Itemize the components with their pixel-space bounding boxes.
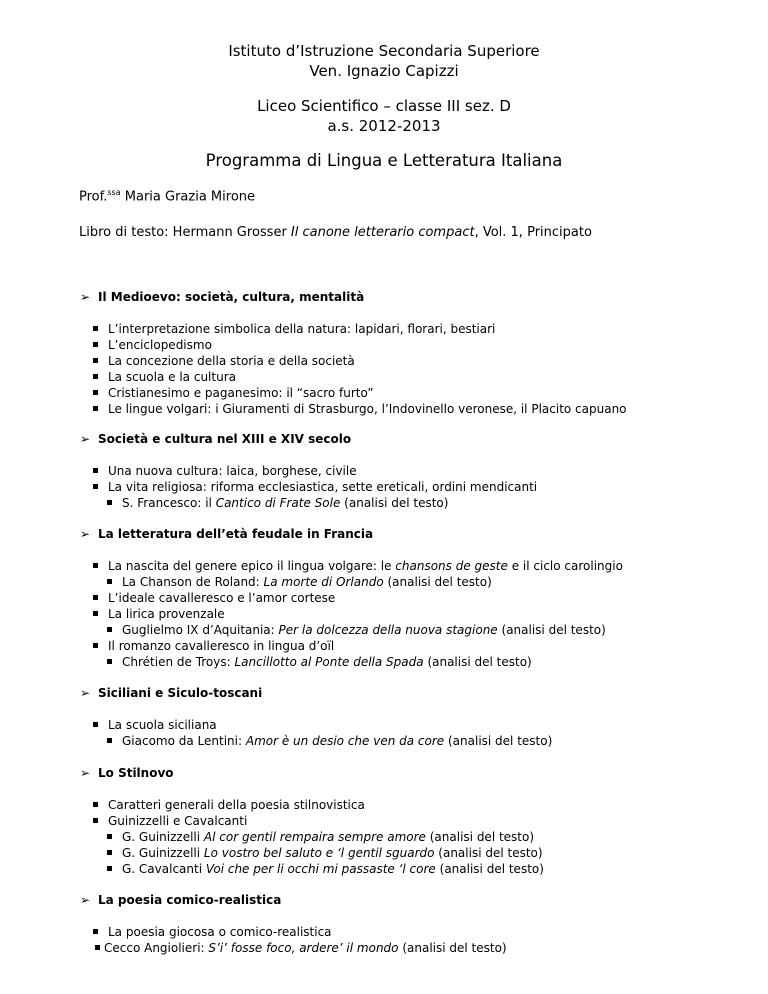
square-bullet-icon (93, 358, 98, 363)
square-bullet-icon (93, 406, 98, 411)
sub-list-item: G. Cavalcanti Voi che per li occhi mi passaste ‘l core (analisi del testo) (107, 862, 544, 876)
school-name: Istituto d’Istruzione Secondaria Superiore (228, 42, 540, 60)
sub-list-item: Giacomo da Lentini: Amor è un desio che ven da core (analisi del testo) (107, 734, 552, 748)
square-bullet-icon (107, 579, 112, 584)
sub-list-item: Cecco Angiolieri: S’i’ fosse foco, ardere’ il mondo (analisi del testo) (95, 941, 507, 955)
list-item: Guinizzelli e Cavalcanti (93, 814, 247, 828)
square-bullet-icon (93, 722, 98, 727)
square-bullet-icon (93, 929, 98, 934)
sub-list-item: Chrétien de Troys: Lancillotto al Ponte della Spada (analisi del testo) (107, 655, 532, 669)
square-bullet-icon (93, 326, 98, 331)
list-item: Caratteri generali della poesia stilnovistica (93, 798, 365, 812)
list-item: La nascita del genere epico il lingua volgare: le chansons de geste e il ciclo carolingio (93, 559, 623, 573)
square-bullet-icon (95, 945, 100, 950)
sub-list-item: S. Francesco: il Cantico di Frate Sole (analisi del testo) (107, 496, 448, 510)
square-bullet-icon (93, 468, 98, 473)
square-bullet-icon (93, 342, 98, 347)
arrow-bullet-icon: ➢ (80, 432, 91, 446)
square-bullet-icon (107, 659, 112, 664)
list-item: Una nuova cultura: laica, borghese, civile (93, 464, 357, 478)
square-bullet-icon (93, 374, 98, 379)
sub-list-item: G. Guinizzelli Al cor gentil rempaira sempre amore (analisi del testo) (107, 830, 534, 844)
square-bullet-icon (107, 866, 112, 871)
list-item: La concezione della storia e della società (93, 354, 355, 368)
section-heading: ➢ Siciliani e Siculo-toscani (80, 686, 263, 700)
square-bullet-icon (93, 802, 98, 807)
square-bullet-icon (107, 738, 112, 743)
teacher-line: Prof.$^{ssa}$ Maria Grazia Mirone (79, 188, 256, 205)
sub-list-item: La Chanson de Roland: La morte di Orlando (analisi del testo) (107, 575, 492, 589)
square-bullet-icon (93, 484, 98, 489)
square-bullet-icon (93, 611, 98, 616)
square-bullet-icon (93, 818, 98, 823)
list-item: La scuola e la cultura (93, 370, 236, 384)
square-bullet-icon (93, 643, 98, 648)
list-item: L’interpretazione simbolica della natura: lapidari, florari, bestiari (93, 322, 495, 336)
list-item: La poesia giocosa o comico-realistica (93, 925, 332, 939)
square-bullet-icon (93, 563, 98, 568)
class-info: Liceo Scientifico – classe III sez. D (257, 97, 511, 115)
arrow-bullet-icon: ➢ (80, 290, 91, 304)
section-heading: ➢ La letteratura dell’età feudale in Francia (80, 527, 374, 541)
square-bullet-icon (93, 595, 98, 600)
list-item: Le lingue volgari: i Giuramenti di Strasburgo, l’Indovinello veronese, il Placito capuano (93, 402, 627, 416)
textbook-line: Libro di testo: Hermann Grosser Il canone letterario compact, Vol. 1, Principato (79, 225, 592, 240)
section-heading: ➢ La poesia comico-realistica (80, 893, 282, 907)
square-bullet-icon (107, 850, 112, 855)
arrow-bullet-icon: ➢ (80, 893, 91, 907)
list-item: L’ideale cavalleresco e l’amor cortese (93, 591, 335, 605)
section-heading: ➢ Lo Stilnovo (80, 766, 174, 780)
list-item: L’enciclopedismo (93, 338, 212, 352)
sub-list-item: G. Guinizzelli Lo vostro bel saluto e ‘l gentil sguardo (analisi del testo) (107, 846, 543, 860)
school-patron: Ven. Ignazio Capizzi (309, 62, 459, 80)
arrow-bullet-icon: ➢ (80, 527, 91, 541)
list-item: Cristianesimo e paganesimo: il “sacro furto” (93, 386, 374, 400)
school-year: a.s. 2012-2013 (327, 117, 441, 135)
square-bullet-icon (107, 500, 112, 505)
sub-list-item: Guglielmo IX d’Aquitania: Per la dolcezza della nuova stagione (analisi del testo) (107, 623, 606, 637)
square-bullet-icon (93, 390, 98, 395)
document-title: Programma di Lingua e Letteratura Italiana (205, 151, 563, 170)
arrow-bullet-icon: ➢ (80, 686, 91, 700)
list-item: La vita religiosa: riforma ecclesiastica, sette ereticali, ordini mendicanti (93, 480, 537, 494)
square-bullet-icon (107, 834, 112, 839)
list-item: La lirica provenzale (93, 607, 225, 621)
list-item: La scuola siciliana (93, 718, 217, 732)
arrow-bullet-icon: ➢ (80, 766, 91, 780)
list-item: Il romanzo cavalleresco in lingua d’oïl (93, 639, 334, 653)
section-heading: ➢ Il Medioevo: società, cultura, mentalità (80, 290, 365, 304)
section-heading: ➢ Società e cultura nel XIII e XIV secolo (80, 432, 352, 446)
square-bullet-icon (107, 627, 112, 632)
